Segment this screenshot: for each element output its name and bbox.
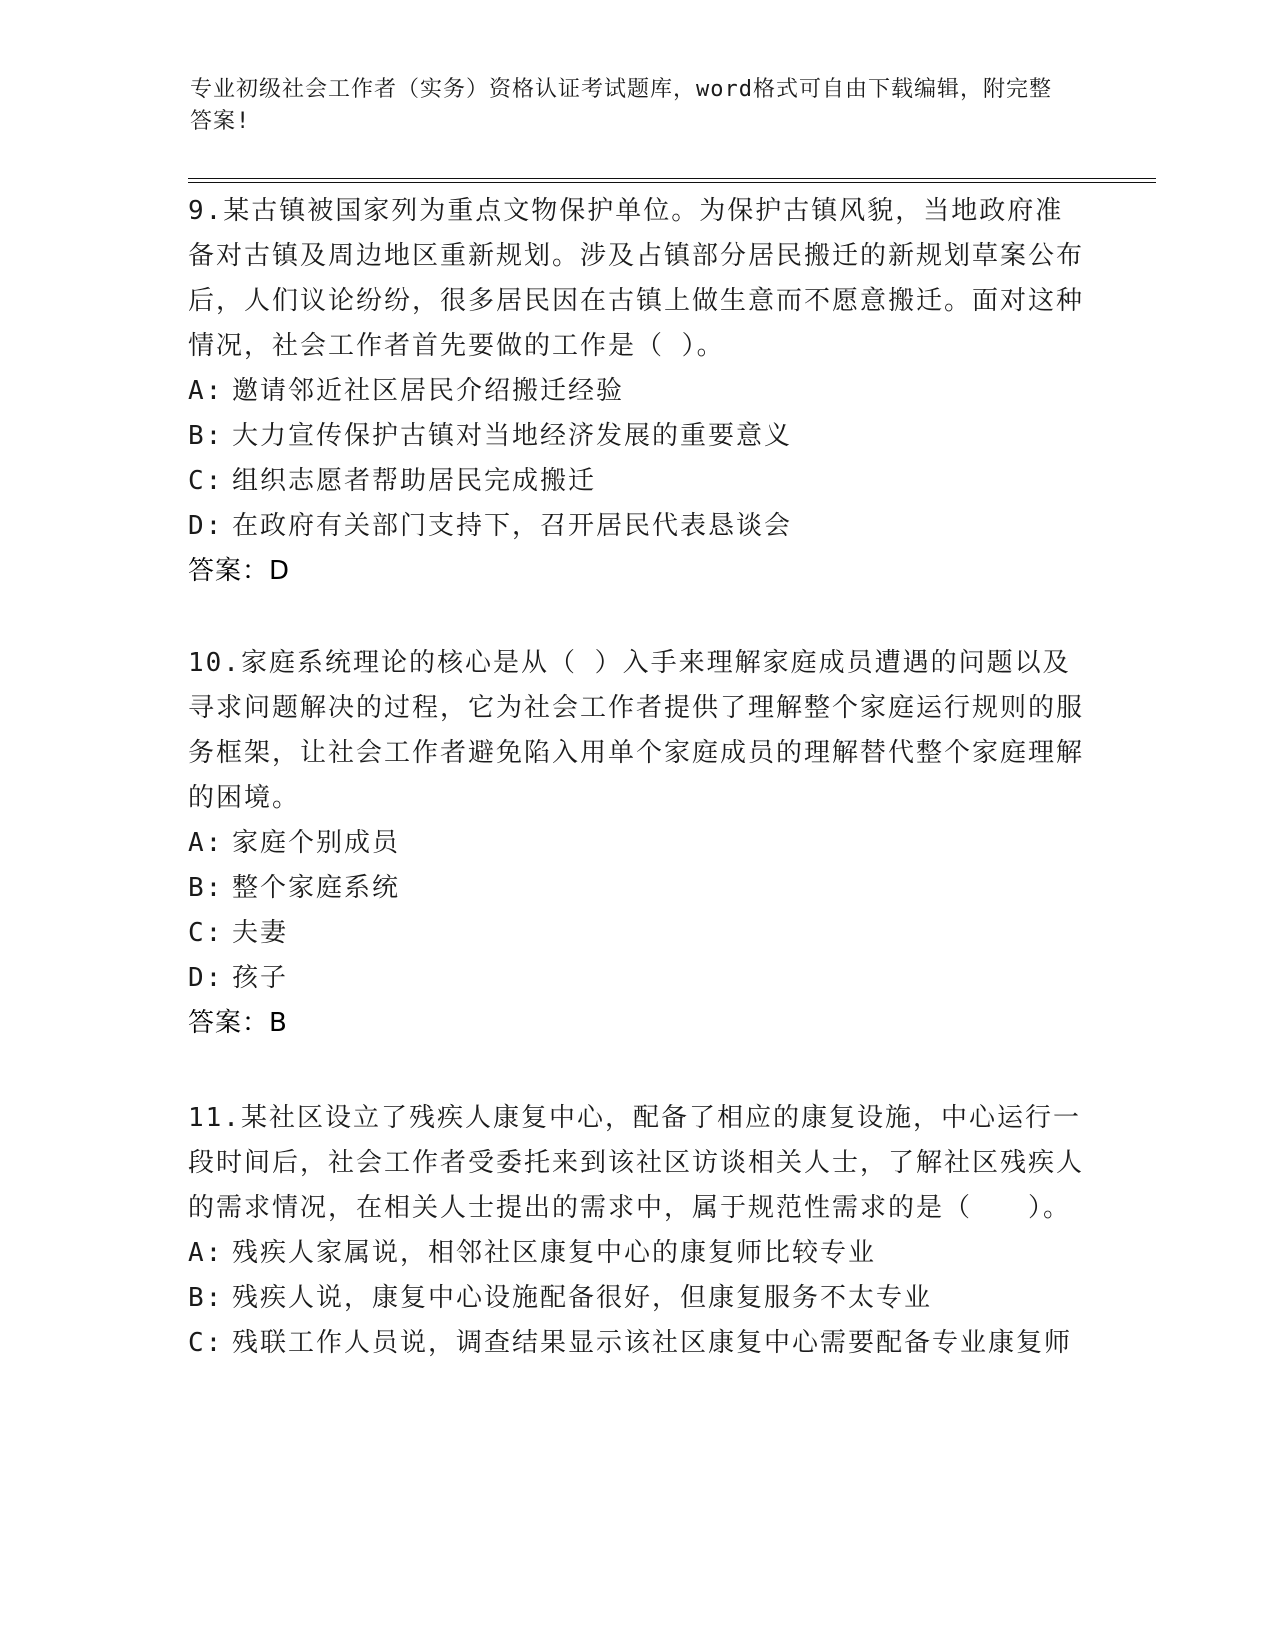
answer-line: 答案：B	[188, 1008, 288, 1038]
answer-line: 答案：D	[188, 556, 291, 586]
option-letter: D:	[188, 963, 224, 993]
question-11	[188, 1096, 1088, 1366]
option-text: 残联工作人员说，调查结果显示该社区康复中心需要配备专业康复师	[232, 1328, 1073, 1358]
option-b	[188, 866, 1088, 911]
question-10	[188, 641, 1088, 1046]
option-text: 在政府有关部门支持下，召开居民代表恳谈会	[232, 511, 793, 541]
option-text: 组织志愿者帮助居民完成搬迁	[232, 466, 597, 496]
option-letter: C:	[188, 918, 224, 948]
option-letter: D:	[188, 511, 224, 541]
option-letter: A:	[188, 1238, 224, 1268]
option-text: 残疾人说，康复中心设施配备很好，但康复服务不太专业	[232, 1283, 933, 1313]
option-letter: C:	[188, 1328, 224, 1358]
option-letter: B:	[188, 873, 224, 903]
option-c	[188, 459, 1088, 504]
question-stem: 10.家庭系统理论的核心是从（ ）入手来理解家庭成员遭遇的问题以及寻求问题解决的过程，它为社会工作者提供了理解整个家庭运行规则的服务框架，让社会工作者避免陷入用单个家庭成员的理解替代整个家庭理解的困境。	[188, 648, 1085, 813]
option-c	[188, 1321, 1088, 1366]
option-text: 邀请邻近社区居民介绍搬迁经验	[232, 376, 625, 406]
option-letter: B:	[188, 1283, 224, 1313]
option-letter: A:	[188, 828, 224, 858]
option-text: 整个家庭系统	[232, 873, 401, 903]
option-text: 孩子	[232, 963, 289, 993]
option-text: 残疾人家属说，相邻社区康复中心的康复师比较专业	[232, 1238, 877, 1268]
option-text: 大力宣传保护古镇对当地经济发展的重要意义	[232, 421, 793, 451]
option-a	[188, 369, 1088, 414]
option-b	[188, 414, 1088, 459]
option-text: 夫妻	[232, 918, 289, 948]
option-d	[188, 956, 1088, 1001]
question-9	[188, 189, 1088, 594]
page-header: 专业初级社会工作者（实务）资格认证考试题库，word格式可自由下载编辑，附完整答案!	[190, 77, 1052, 134]
question-stem: 11.某社区设立了残疾人康复中心，配备了相应的康复设施，中心运行一段时间后，社会工作者受委托来到该社区访谈相关人士，了解社区残疾人的需求情况，在相关人士提出的需求中，属于规范性需求的是（ ）。	[188, 1103, 1085, 1223]
option-c	[188, 911, 1088, 956]
option-text: 家庭个别成员	[232, 828, 401, 858]
option-b	[188, 1276, 1088, 1321]
option-letter: C:	[188, 466, 224, 496]
option-letter: B:	[188, 421, 224, 451]
question-stem: 9.某古镇被国家列为重点文物保护单位。为保护古镇风貌，当地政府准备对古镇及周边地区重新规划。涉及占镇部分居民搬迁的新规划草案公布后，人们议论纷纷，很多居民因在古镇上做生意而不愿意搬迁。面对这种情况，社会工作者首先要做的工作是（ ）。	[188, 196, 1085, 361]
option-a	[188, 1231, 1088, 1276]
header-divider	[188, 178, 1156, 183]
option-letter: A:	[188, 376, 224, 406]
option-a	[188, 821, 1088, 866]
option-d	[188, 504, 1088, 549]
